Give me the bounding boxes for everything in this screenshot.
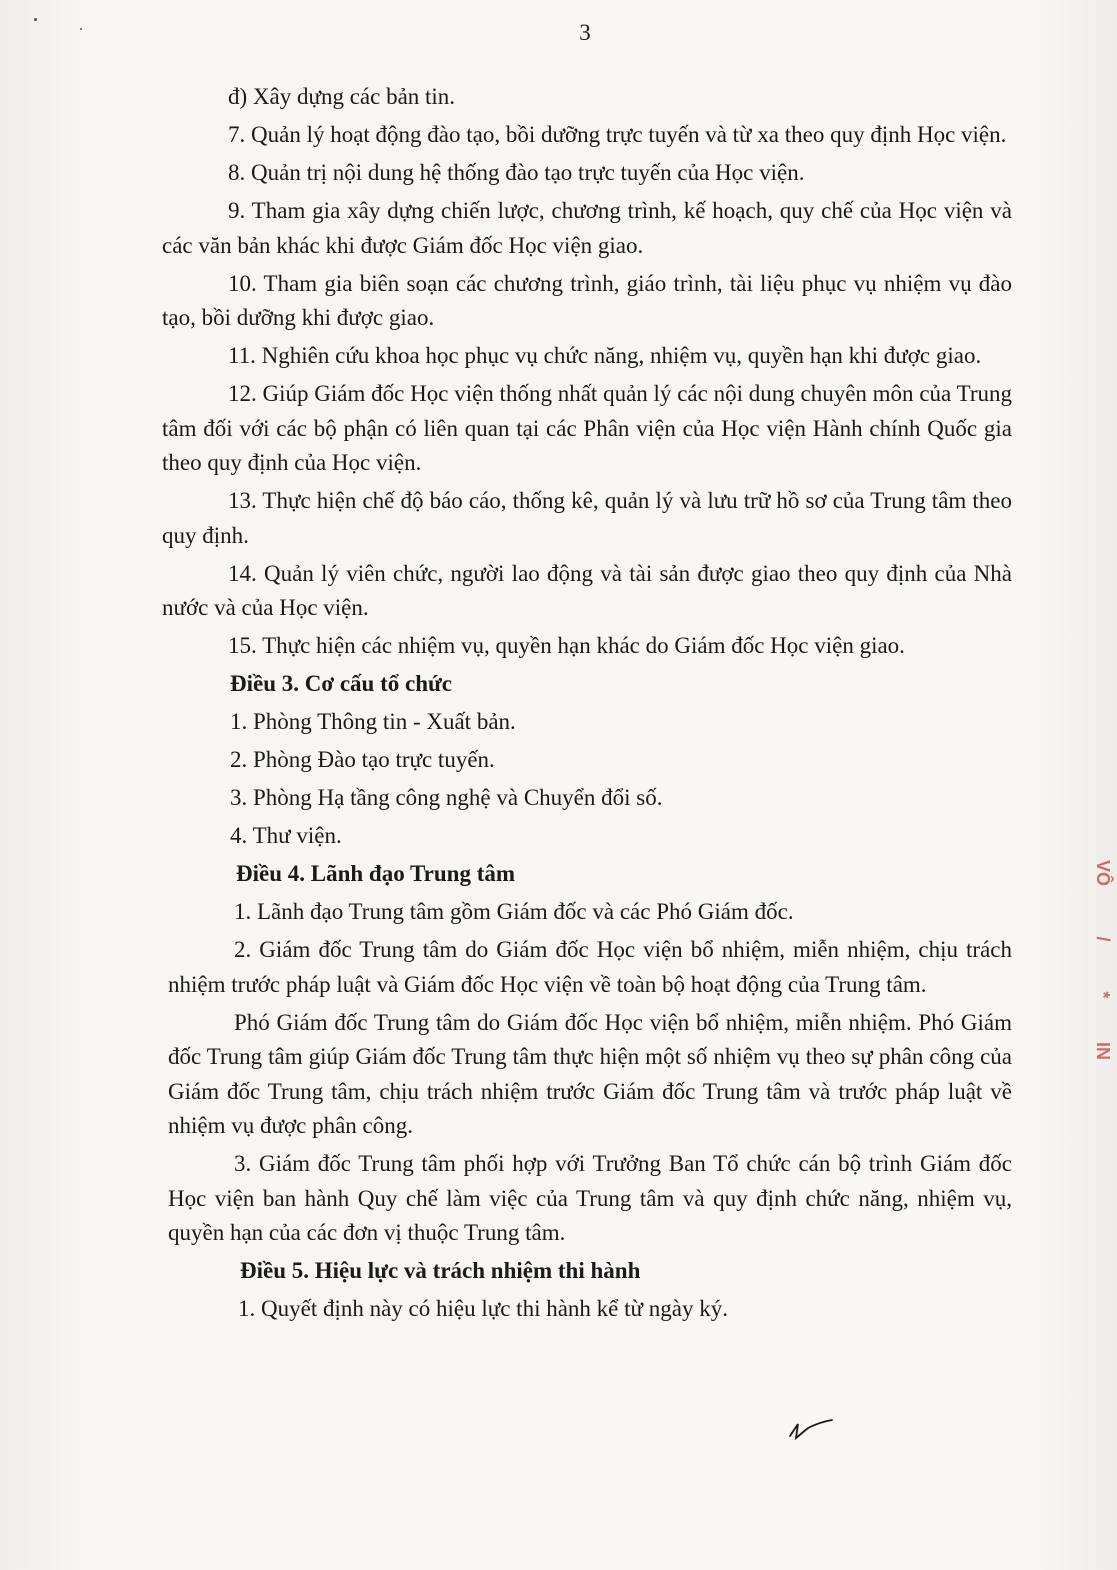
paragraph-15: 15. Thực hiện các nhiệm vụ, quyền hạn khác do Giám đốc Học viện giao. — [228, 633, 905, 658]
paragraph-8: 8. Quản trị nội dung hệ thống đào tạo trực tuyến của Học viện. — [228, 160, 805, 185]
article-4-paragraph: Phó Giám đốc Trung tâm do Giám đốc Học viện bổ nhiệm, miễn nhiệm. Phó Giám đốc Trung tâm giúp Giám đốc Trung tâm thực hiện một số nhiệm vụ theo sự phân công của Giám đốc Trung tâm, chịu trách nhiệm trước Giám đốc Trung tâm và trước pháp luật về nhiệm vụ được phân công. — [168, 1009, 1012, 1138]
article-3-item: 1. Phòng Thông tin - Xuất bản. — [230, 709, 516, 734]
article-4-paragraph: 1. Lãnh đạo Trung tâm gồm Giám đốc và các Phó Giám đốc. — [234, 899, 794, 924]
paragraph-d: đ) Xây dựng các bản tin. — [228, 84, 456, 109]
article-3-heading: Điều 3. Cơ cấu tổ chức — [230, 671, 453, 696]
article-3-item: 4. Thư viện. — [230, 823, 342, 848]
article-4-paragraph: 2. Giám đốc Trung tâm do Giám đốc Học viện bổ nhiệm, miễn nhiệm, chịu trách nhiệm trước pháp luật và Giám đốc Học viện về toàn bộ hoạt động của Trung tâm. — [168, 937, 1012, 997]
article-4-block — [162, 857, 1012, 1251]
article-5-block — [162, 1254, 1012, 1327]
article-4-paragraph: 3. Giám đốc Trung tâm phối hợp với Trưởng Ban Tổ chức cán bộ trình Giám đốc Học viện ban hành Quy chế làm việc của Trung tâm và quy định chức năng, nhiệm vụ, quyền hạn của các đơn vị thuộc Trung tâm. — [168, 1151, 1012, 1245]
article-4-heading: Điều 4. Lãnh đạo Trung tâm — [236, 861, 516, 886]
paragraph-14: 14. Quản lý viên chức, người lao động và tài sản được giao theo quy định của Nhà nước và của Học viện. — [162, 560, 1012, 620]
paragraph-13: 13. Thực hiện chế độ báo cáo, thống kê, quản lý và lưu trữ hồ sơ của Trung tâm theo quy định. — [162, 488, 1012, 548]
paragraph-10: 10. Tham gia biên soạn các chương trình, giáo trình, tài liệu phục vụ nhiệm vụ đào tạo, bồi dưỡng khi được giao. — [162, 270, 1012, 330]
article-3-item: 2. Phòng Đào tạo trực tuyến. — [230, 747, 495, 772]
initial-signature-mark — [786, 1414, 836, 1444]
article-3-item: 3. Phòng Hạ tầng công nghệ và Chuyển đổi số. — [230, 785, 663, 810]
paragraph-12: 12. Giúp Giám đốc Học viện thống nhất quản lý các nội dung chuyên môn của Trung tâm đối với các bộ phận có liên quan tại các Phân viện của Học viện Hành chính Quốc gia theo quy định của Học viện. — [162, 381, 1012, 475]
article-5-paragraph: 1. Quyết định này có hiệu lực thi hành kể từ ngày ký. — [238, 1296, 728, 1321]
paragraph-9: 9. Tham gia xây dựng chiến lược, chương trình, kế hoạch, quy chế của Học viện và các văn bản khác khi được Giám đốc Học viện giao. — [162, 198, 1012, 258]
page-number: 3 — [579, 20, 591, 45]
paragraph-11: 11. Nghiên cứu khoa học phục vụ chức năng, nhiệm vụ, quyền hạn khi được giao. — [228, 343, 982, 368]
red-seal-edge: VÔ / * IN — [1093, 860, 1113, 1060]
paragraph-7: 7. Quản lý hoạt động đào tạo, bồi dưỡng trực tuyến và từ xa theo quy định Học viện. — [228, 122, 1007, 147]
document-body — [162, 80, 1012, 1330]
article-5-heading: Điều 5. Hiệu lực và trách nhiệm thi hành — [240, 1258, 641, 1283]
